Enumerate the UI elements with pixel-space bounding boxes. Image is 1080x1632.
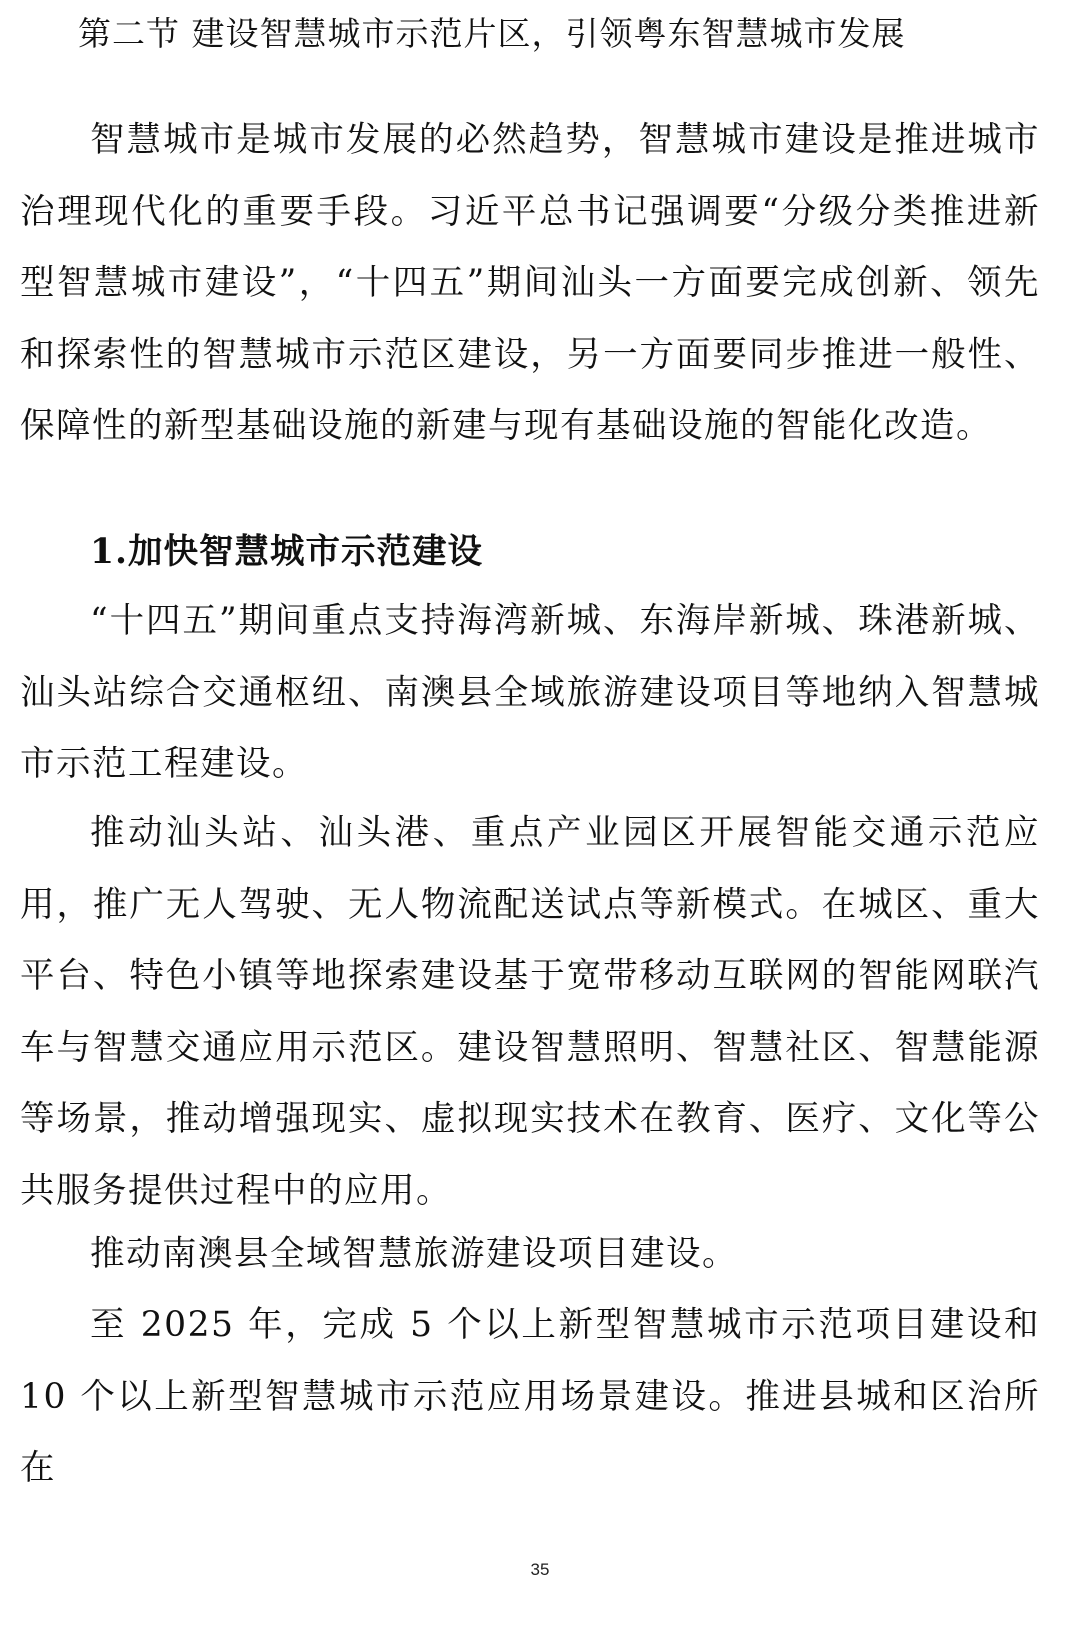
subheading-smart-city-demo: 1.加快智慧城市示范建设 [90, 532, 484, 572]
paragraph-intro: 智慧城市是城市发展的必然趋势，智慧城市建设是推进城市治理现代化的重要手段。习近平总书记强调要“分级分类推进新型智慧城市建设”，“十四五”期间汕头一方面要完成创新、领先和探索性的智慧城市示范区建设，另一方面要同步推进一般性、保障性的新型基础设施的新建与现有基础设施的智能化改造。 [20, 120, 1040, 446]
paragraph-nanao-tourism: 推动南澳县全域智慧旅游建设项目建设。 [90, 1234, 738, 1274]
paragraph-2025-targets: 至 2025 年，完成 5 个以上新型智慧城市示范项目建设和 10 个以上新型智慧城市示范应用场景建设。推进县城和区治所在 [20, 1305, 1040, 1488]
section-title: 第二节 建设智慧城市示范片区，引领粤东智慧城市发展 [78, 14, 906, 53]
page-number: 35 [530, 1560, 550, 1579]
paragraph-key-areas: “十四五”期间重点支持海湾新城、东海岸新城、珠港新城、汕头站综合交通枢纽、南澳县全域旅游建设项目等地纳入智慧城市示范工程建设。 [20, 601, 1040, 784]
paragraph-smart-transport: 推动汕头站、汕头港、重点产业园区开展智能交通示范应用，推广无人驾驶、无人物流配送试点等新模式。在城区、重大平台、特色小镇等地探索建设基于宽带移动互联网的智能网联汽车与智慧交通应用示范区。建设智慧照明、智慧社区、智慧能源等场景，推动增强现实、虚拟现实技术在教育、医疗、文化等公共服务提供过程中的应用。 [20, 813, 1040, 1211]
